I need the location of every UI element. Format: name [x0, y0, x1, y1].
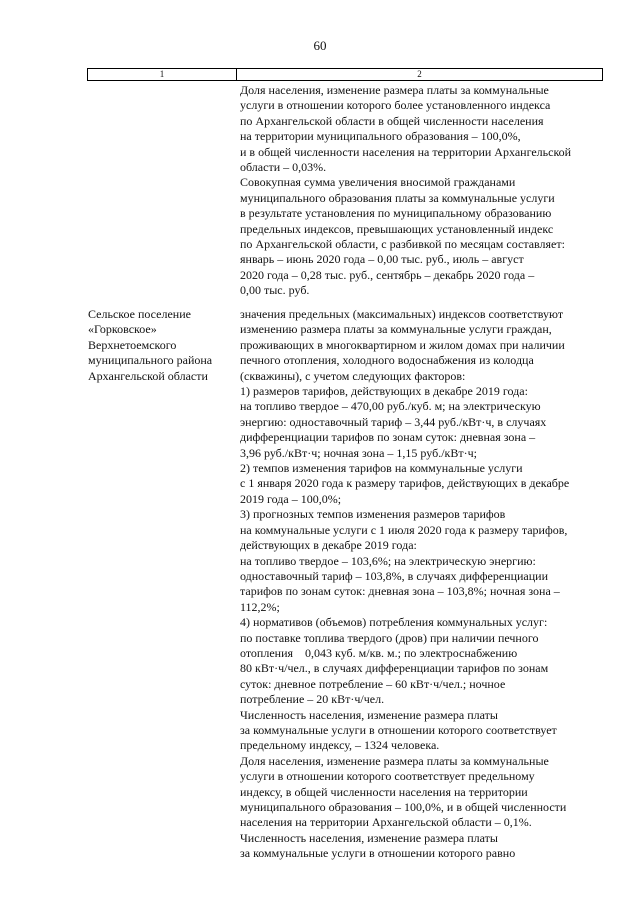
text-line: с 1 января 2020 года к размеру тарифов, действующих в декабре — [240, 476, 570, 491]
municipality-name-line: «Горковское» — [88, 322, 157, 337]
text-line: потребление – 20 кВт·ч/чел. — [240, 692, 385, 707]
text-line: (скважины), с учетом следующих факторов: — [240, 368, 466, 383]
municipality-name-line: муниципального района — [88, 353, 213, 368]
text-line: на территории муниципального образования – 100,0%, — [240, 129, 521, 144]
text-line: тарифов по зонам суток: дневная зона – 103,8%; ночная зона – — [240, 584, 560, 599]
page-number: 60 — [313, 38, 327, 53]
text-line: Доля населения, изменение размера платы за коммунальные — [240, 753, 549, 768]
text-line: услуги в отношении которого соответствует предельному — [240, 769, 535, 784]
municipality-name-line: Архангельской области — [88, 368, 208, 383]
text-line: населения на территории Архангельской области – 0,1%. — [240, 815, 532, 830]
text-line: по Архангельской области, с разбивкой по месяцам составляет: — [240, 237, 565, 252]
table-header-row — [87, 68, 603, 81]
text-line: Численность населения, изменение размера платы — [240, 707, 498, 722]
text-line: услуги в отношении которого более установленного индекса — [240, 98, 551, 113]
text-line: муниципального образования – 100,0%, и в общей численности — [240, 800, 567, 814]
text-line: 4) нормативов (объемов) потребления коммунальных услуг: — [240, 615, 548, 630]
text-line: одноставочный тариф – 103,8%, в случаях дифференциации — [240, 568, 549, 583]
text-line: изменению размера платы за коммунальные услуги граждан, — [240, 322, 552, 337]
text-line: 112,2%; — [240, 599, 280, 614]
text-line: действующих в декабре 2019 года: — [240, 538, 417, 553]
text-line: на топливо твердое – 103,6%; на электрическую энергию: — [240, 553, 536, 568]
text-line: Совокупная сумма увеличения вносимой гражданами — [240, 175, 516, 190]
text-line: 80 кВт·ч/чел., в случаях дифференциации тарифов по зонам — [240, 661, 549, 676]
text-line: 3,96 руб./кВт·ч; ночная зона – 1,15 руб./кВт·ч; — [240, 445, 477, 460]
text-line: индексу, в общей численности населения на территории — [240, 784, 528, 799]
text-line: 0,00 тыс. руб. — [240, 283, 310, 298]
municipality-name — [88, 307, 212, 384]
text-line: значения предельных (максимальных) индексов соответствуют — [240, 307, 564, 321]
text-line: за коммунальные услуги в отношении которого равно — [240, 846, 516, 861]
text-line: и в общей численности населения на территории Архангельской — [240, 144, 572, 159]
text-line: в результате установления по муниципальному образованию — [240, 206, 552, 221]
municipality-description — [240, 307, 569, 862]
text-line: Доля населения, изменение размера платы за коммунальные — [240, 83, 549, 97]
text-line: 1) размеров тарифов, действующих в декабре 2019 года: — [240, 384, 528, 399]
text-line: за коммунальные услуги в отношении которого соответствует — [240, 722, 557, 737]
text-line: области – 0,03%. — [240, 160, 327, 175]
text-line: муниципального образования платы за коммунальные услуги — [240, 190, 555, 205]
table-header-col2: 2 — [417, 69, 422, 79]
text-line: отопления 0,043 куб. м/кв. м.; по электроснабжению — [240, 645, 518, 660]
text-line: январь – июнь 2020 года – 0,00 тыс. руб., июль – август — [240, 252, 524, 267]
text-line: 2019 года – 100,0%; — [240, 491, 342, 506]
text-line: 3) прогнозных темпов изменения размеров тарифов — [240, 507, 506, 522]
text-line: 2020 года – 0,28 тыс. руб., сентябрь – декабрь 2020 года – — [240, 267, 535, 282]
table-header-col1: 1 — [88, 69, 237, 80]
text-line: на топливо твердое – 470,00 руб./куб. м; на электрическую — [240, 399, 541, 414]
municipality-name-line: Сельское поселение — [88, 307, 191, 321]
text-line: на коммунальные услуги с 1 июля 2020 года к размеру тарифов, — [240, 522, 568, 537]
text-line: предельных индексов, превышающих установленный индекс — [240, 221, 554, 236]
text-line: предельному индексу, – 1324 человека. — [240, 738, 440, 753]
previous-entry-continuation — [240, 83, 571, 299]
text-line: Численность населения, изменение размера платы — [240, 830, 498, 845]
text-line: проживающих в многоквартирном и жилом домах при наличии — [240, 337, 565, 352]
text-line: энергию: одноставочный тариф – 3,44 руб./кВт·ч, в случаях — [240, 414, 547, 429]
text-line: печного отопления, холодного водоснабжения из колодца — [240, 353, 534, 368]
text-line: по поставке топлива твердого (дров) при наличии печного — [240, 630, 539, 645]
municipality-name-line: Верхнетоемского — [88, 337, 177, 352]
text-line: 2) темпов изменения тарифов на коммунальные услуги — [240, 461, 523, 476]
text-line: по Архангельской области в общей численности населения — [240, 113, 544, 128]
text-line: суток: дневное потребление – 60 кВт·ч/чел.; ночное — [240, 676, 506, 691]
text-line: дифференциации тарифов по зонам суток: дневная зона – — [240, 430, 536, 445]
